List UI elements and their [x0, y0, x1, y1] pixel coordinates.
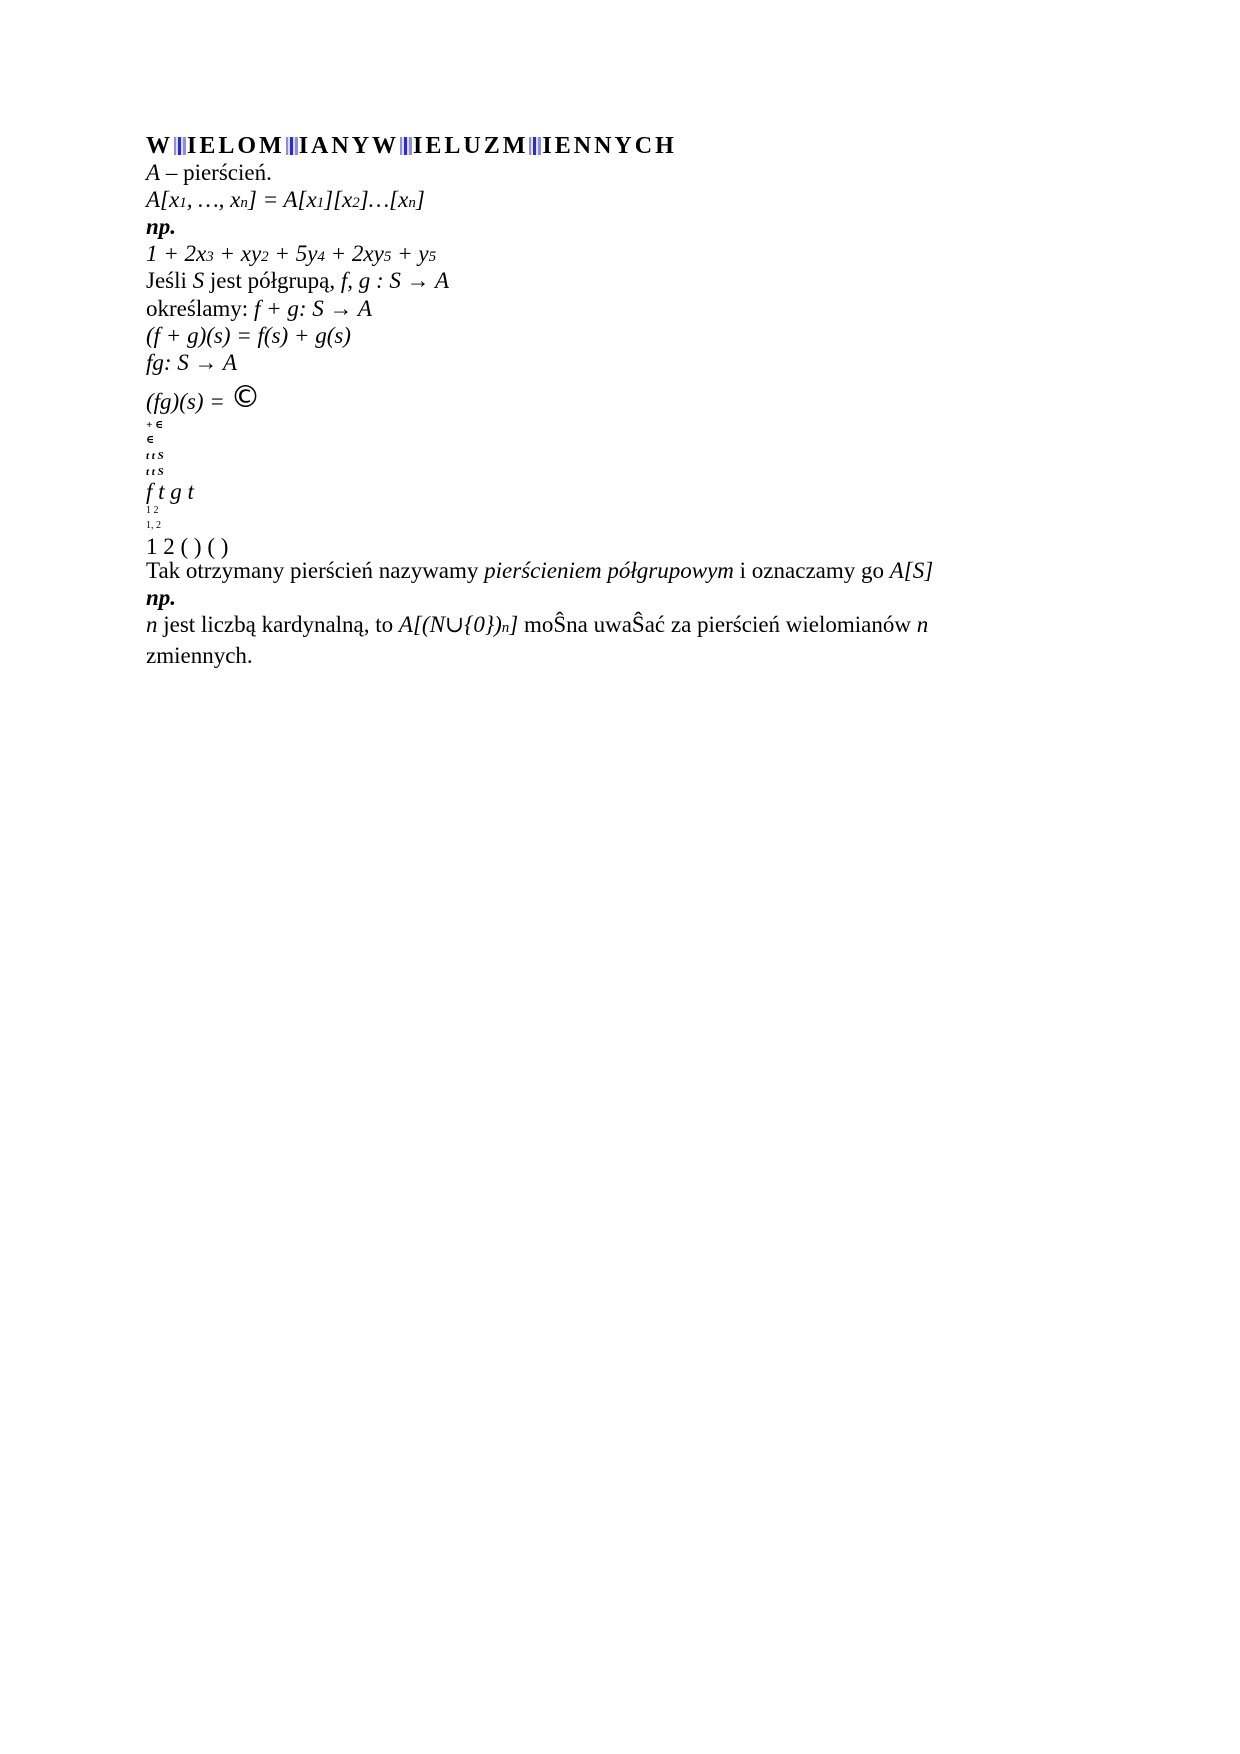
text-part: zmiennych. [146, 643, 253, 668]
text-part: Jeśli [146, 268, 193, 293]
formula-part: ][x [324, 187, 353, 212]
title-part-3: IANYW [298, 133, 400, 159]
formula-part: ] [415, 187, 425, 212]
subscript: n [408, 195, 416, 211]
poly-part: + y [391, 241, 429, 266]
ring-formula: A[(N∪{0}) [398, 612, 502, 637]
fragment-last: 1 2 ( ) ( ) [146, 534, 229, 559]
define-line [146, 295, 372, 323]
subscript: 5 [383, 249, 392, 265]
example-label-2: np. [146, 585, 177, 610]
var-n: n [146, 612, 158, 637]
title-part-5: IENNYCH [542, 133, 677, 159]
subscript: 2 [261, 249, 269, 265]
ring-definition [146, 159, 272, 187]
fragment-3: t t S [146, 450, 164, 462]
poly-part: + 5y [268, 241, 318, 266]
maps-formula: f, g : S → A [340, 268, 450, 293]
cardinal-paragraph [146, 611, 1006, 670]
fragment-12: 1 2 [146, 505, 159, 516]
poly-part: 1 + 2x [146, 241, 207, 266]
formula-part: , …, x [186, 187, 241, 212]
subscript: 1 [316, 195, 325, 211]
sum-map: f + g: S → A [253, 296, 372, 321]
sum-definition: (f + g)(s) = f(s) + g(s) [146, 323, 351, 348]
formula-part: A[x [146, 187, 180, 212]
highlight-mark [529, 137, 541, 155]
ftgt-line: f t g t [146, 479, 194, 504]
highlight-mark [400, 137, 412, 155]
text-part: określamy: [146, 296, 254, 321]
highlight-mark [174, 137, 186, 155]
example-label-1: np. [146, 214, 177, 239]
poly-part: + xy [213, 241, 262, 266]
subscript: n [240, 195, 248, 211]
subscript: 5 [428, 249, 437, 265]
var-a: A [146, 160, 161, 185]
polynomial-ring-formula [146, 186, 425, 217]
semigroup-line [146, 267, 449, 295]
fragment-2: ∈ [146, 434, 155, 446]
text-part: moŜna uwaŜać za pierścień wielomianów [518, 612, 917, 637]
document-title [146, 132, 677, 160]
subscript: 3 [206, 249, 214, 265]
text-part: jest liczbą kardynalną, to [157, 612, 399, 637]
ring-text: – pierścień. [160, 160, 272, 185]
ring-formula-end: ] [509, 612, 519, 637]
title-part-1: W [146, 133, 173, 159]
copyright-symbol: © [230, 380, 261, 415]
highlight-mark [286, 137, 298, 155]
var-s: S [192, 268, 205, 293]
fragment-1: + ∈ [146, 419, 164, 431]
subscript: n [501, 620, 510, 636]
product-formula: (fg)(s) = [146, 389, 231, 414]
ring-notation: A[S] [889, 558, 934, 583]
subscript: 2 [352, 195, 360, 211]
text-part: i oznaczamy go [733, 558, 890, 583]
text-part: jest półgrupą, [204, 268, 341, 293]
title-part-4: IELUZM [413, 133, 529, 159]
title-part-2: IELOM [187, 133, 285, 159]
fragment-4: t t S [146, 466, 164, 478]
subscript: 1 [179, 195, 187, 211]
product-definition [146, 380, 261, 416]
fragment-1-2: 1, 2 [146, 520, 161, 531]
product-map: fg: S → A [146, 350, 237, 375]
text-part: Tak otrzymany pierścień nazywamy [146, 558, 485, 583]
poly-part: + 2xy [324, 241, 384, 266]
formula-part: ]…[x [359, 187, 409, 212]
term-italic: pierścieniem półgrupowym [484, 558, 734, 583]
var-n: n [916, 612, 929, 637]
semigroup-ring-line [146, 557, 933, 585]
subscript: 4 [317, 249, 325, 265]
formula-part: ] = A[x [247, 187, 317, 212]
